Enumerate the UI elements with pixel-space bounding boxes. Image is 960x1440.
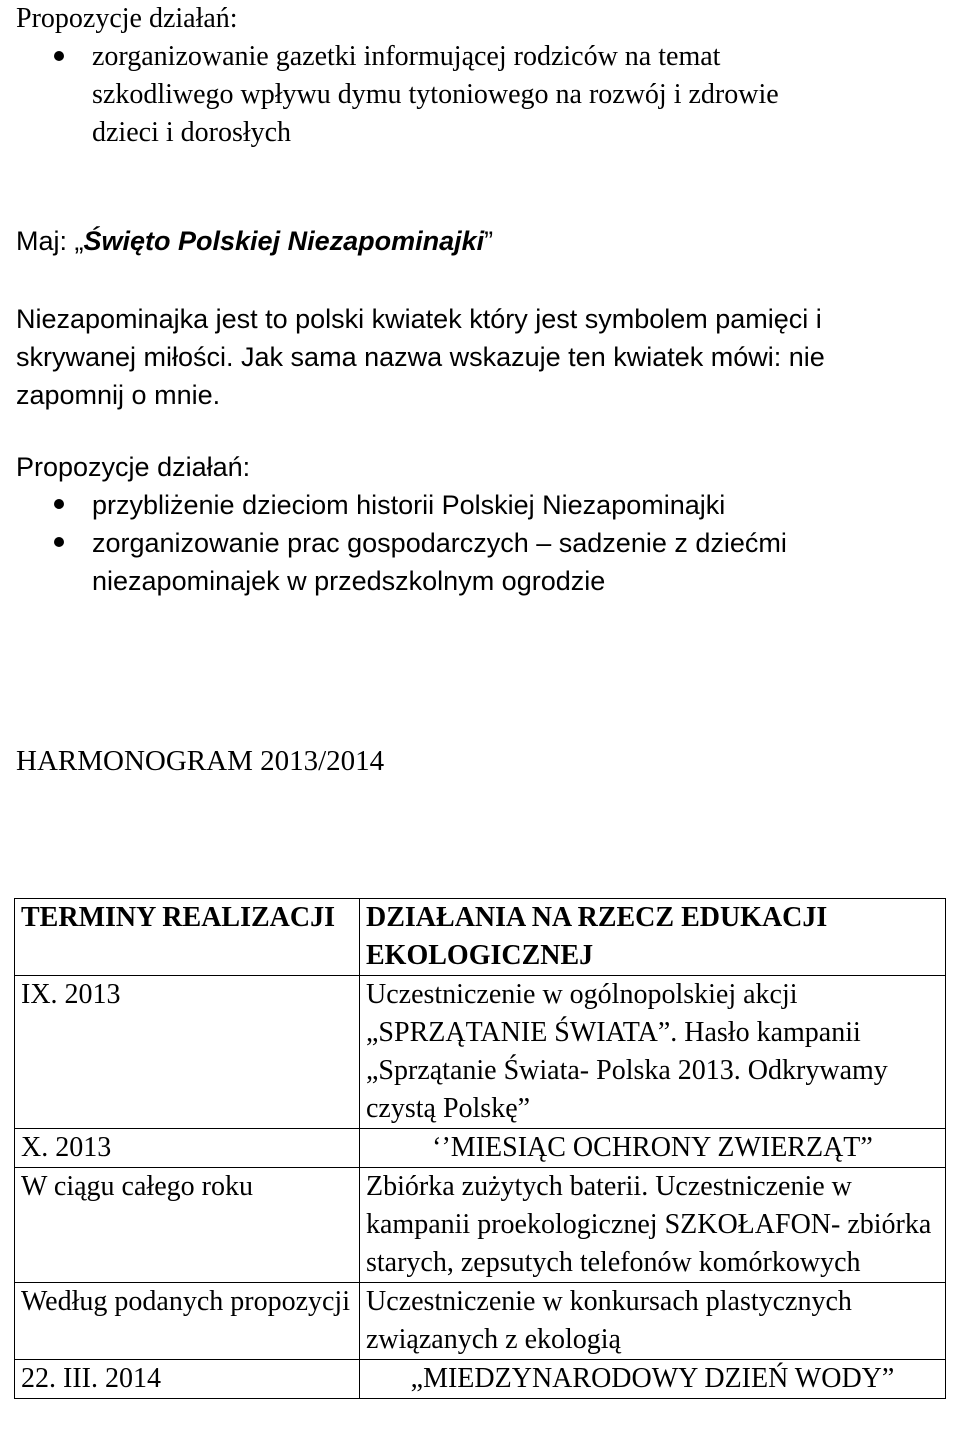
column-header-terms: TERMINY REALIZACJI [15,899,360,976]
section-heading: Propozycje działań: [16,3,238,34]
table-row [15,1168,946,1283]
proposal-list [16,38,946,152]
column-header-actions: DZIAŁANIA NA RZECZ EDUKACJI EKOLOGICZNEJ [360,899,946,976]
table-header-row [15,899,946,976]
term-cell: IX. 2013 [15,976,360,1129]
term-cell: 22. III. 2014 [15,1360,360,1399]
term-cell: W ciągu całego roku [15,1168,360,1283]
intro-paragraph [16,300,866,414]
section-heading: Propozycje działań: [16,452,251,482]
may-suffix: ” [484,226,494,256]
list-item: przybliżenie dzieciom historii Polskiej Niezapominajki [16,486,946,524]
table-row [15,1129,946,1168]
table-row [15,976,946,1129]
action-cell: Uczestniczenie w konkursach plastycznych związanych z ekologią [360,1283,946,1360]
list-item: zorganizowanie prac gospodarczych – sadzenie z dziećmi niezapominajek w przedszkolnym ogrodzie [16,524,946,600]
may-prefix: Maj: „ [16,226,84,256]
may-title: Święto Polskiej Niezapominajki [83,226,485,256]
list-item: zorganizowanie gazetki informującej rodziców na temat szkodliwego wpływu dymu tytoniowego na rozwój i zdrowie dzieci i dorosłych [16,38,946,152]
table-row [15,1283,946,1360]
action-cell: ‘’MIESIĄC OCHRONY ZWIERZĄT” [360,1129,946,1168]
section-proposals-1 [16,0,946,152]
may-heading [16,222,946,260]
term-cell: Według podanych propozycji [15,1283,360,1360]
action-cell: Zbiórka zużytych baterii. Uczestniczenie w kampanii proekologicznej SZKOŁAFON- zbiórka starych, zepsutych telefonów komórkowych [360,1168,946,1283]
proposal-list [16,486,946,600]
section-proposals-2 [16,448,946,600]
term-cell: X. 2013 [15,1129,360,1168]
action-cell: Uczestniczenie w ogólnopolskiej akcji „SPRZĄTANIE ŚWIATA”. Hasło kampanii „Sprzątanie Świata- Polska 2013. Odkrywamy czystą Polskę” [360,976,946,1129]
table-row [15,1360,946,1399]
action-cell: „MIEDZYNARODOWY DZIEŃ WODY” [360,1360,946,1399]
schedule-title: HARMONOGRAM 2013/2014 [16,745,385,777]
paragraph-text: Niezapominajka jest to polski kwiatek który jest symbolem pamięci i skrywanej miłości. Jak sama nazwa wskazuje ten kwiatek mówi: nie zapomnij o mnie. [16,304,825,410]
schedule-table [14,898,946,1399]
